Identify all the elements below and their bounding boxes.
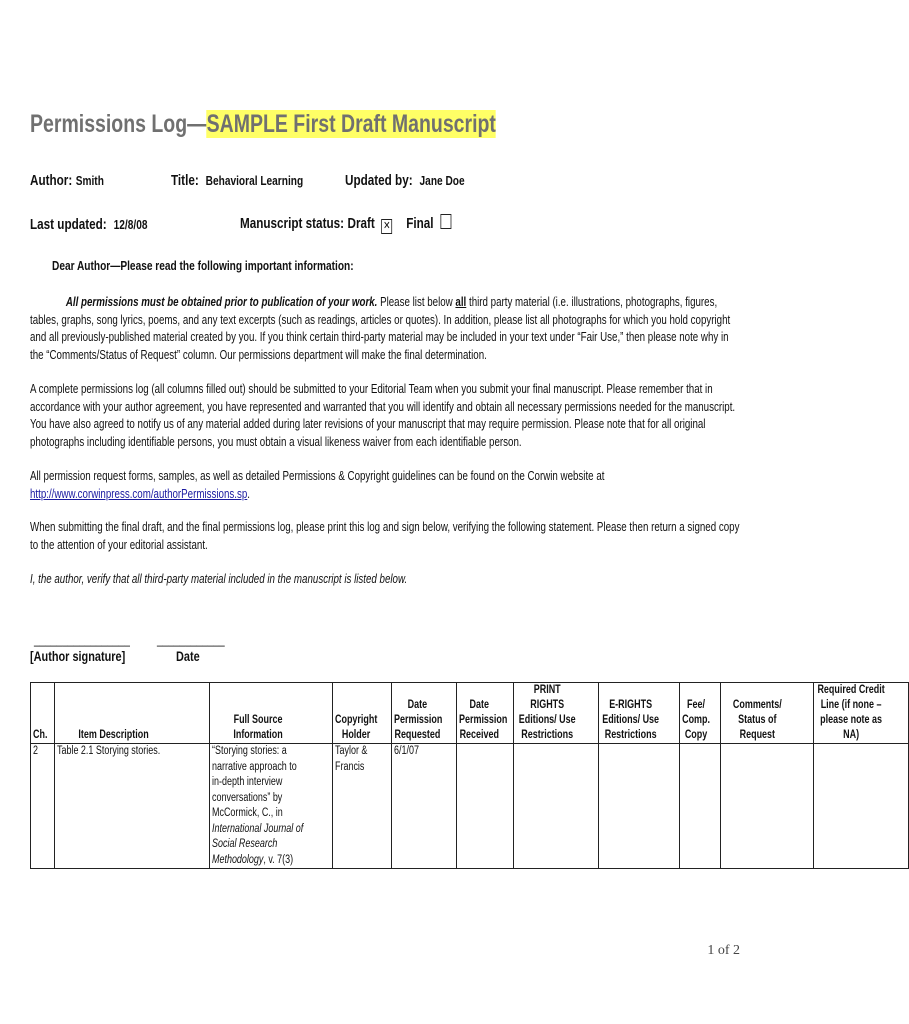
paragraph-permissions [30,294,740,364]
source-plain: “Storying stories: a narrative approach to in-depth interview conversations” by McCormick, C., in [211,745,297,819]
source-end: , v. 7(3) [262,853,293,866]
cell-fee [679,744,720,869]
draft-checkbox[interactable]: ✕ [383,220,391,232]
paragraph-log-submission: A complete permissions log (all columns filled out) should be submitted to your Editorial Team when you submit your final manuscript. Please remember that in accordance with your author agreement, you have represented and warranted that you will identify and obtain all necessary permissions needed for the manuscript. You have also agreed to notify us of any material added during later revisions of your manuscript that may require permission. Please note that for all original photographs including identifiable persons, you must obtain a visual likeness waiver from each identifiable person. [30,382,736,449]
greeting: Dear Author—Please read the following important information: [52,258,354,273]
cell-received [456,744,513,869]
col-copyright-holder: Copyright Holder [332,683,391,744]
col-ch: Ch. [31,683,55,744]
final-label: Final [406,215,434,232]
updated-by-field [345,172,465,190]
p3-end: . [247,486,251,501]
date-label: Date [176,648,200,664]
signature-line[interactable]: _________________ [34,632,130,647]
cell-requested: 6/1/07 [391,744,456,869]
cell-credit [813,744,908,869]
title-value: Behavioral Learning [205,173,304,188]
p1-bold: all [455,295,467,309]
author-value: Smith [75,173,104,188]
title-label: Title: [171,172,199,189]
permissions-table [30,682,909,869]
cell-print-rights [513,744,598,869]
cell-comments [720,744,813,869]
author-field [30,172,104,190]
title-plain: Permissions Log— [30,110,207,138]
col-fee: Fee/ Comp. Copy [679,683,720,744]
manuscript-status [240,214,451,234]
verification-statement: I, the author, verify that all third-party material included in the manuscript is listed below. [30,572,408,586]
source-journal: International Journal of Social Research Methodology [211,822,303,866]
paragraph-submission: When submitting the final draft, and the final permissions log, please print this log and sign below, verifying the following statement. Please then return a signed copy to the attention of your editorial assistant. [30,520,740,552]
col-item-description: Item Description [54,683,209,744]
updated-by-label: Updated by: [345,172,413,189]
cell-source [209,744,332,869]
col-e-rights: E-RIGHTS Editions/ Use Restrictions [598,683,679,744]
author-label: Author: [30,172,73,189]
p3-text: All permission request forms, samples, as well as detailed Permissions & Copyright guidelines can be found on the Corwin website at [30,469,605,483]
updated-by-value: Jane Doe [419,173,465,188]
cell-ch: 2 [31,744,55,869]
cell-item: Table 2.1 Storying stories. [54,744,209,869]
col-full-source: Full Source Information [209,683,332,744]
last-updated-value: 12/8/08 [113,217,148,232]
p1-italic: All permissions must be obtained prior to publication of your work. [65,295,378,309]
col-date-requested: Date Permission Requested [391,683,456,744]
author-signature-label: [Author signature] [30,648,126,664]
date-line[interactable]: ____________ [157,632,225,647]
final-checkbox[interactable] [440,214,451,229]
p1-pre-bold: Please list below [380,295,453,309]
draft-label: Draft [347,215,375,232]
cell-holder: Taylor & Francis [332,744,391,869]
col-print-rights: PRINT RIGHTS Editions/ Use Restrictions [513,683,598,744]
col-date-received: Date Permission Received [456,683,513,744]
corwin-permissions-link[interactable]: http://www.corwinpress.com/authorPermissions.sp [30,486,248,501]
table-header-row [31,683,909,744]
page-title [30,110,496,139]
status-label: Manuscript status: [240,215,345,232]
col-credit-line: Required Credit Line (if none – please note as NA) [813,683,908,744]
last-updated-field [30,216,147,234]
paragraph-guidelines [30,468,740,503]
p1-rest: third party material (i.e. illustrations, photographs, figures, tables, graphs, song lyrics, poems, and any text excerpts (such as readings, articles or quotes). In addition, please list all photographs for which you hold copyright and all previously-published material created by you. If you think certain third-party material may be included in your text under “Fair Use,” then please note why in the “Comments/Status of Request” column. Our permissions department will make the final determination. [30,295,731,362]
title-field [171,172,303,190]
table-row [31,744,909,869]
last-updated-label: Last updated: [30,216,107,233]
title-highlight: SAMPLE First Draft Manuscript [206,110,496,138]
col-comments: Comments/ Status of Request [720,683,813,744]
cell-e-rights [598,744,679,869]
page-number: 1 of 2 [707,943,740,958]
